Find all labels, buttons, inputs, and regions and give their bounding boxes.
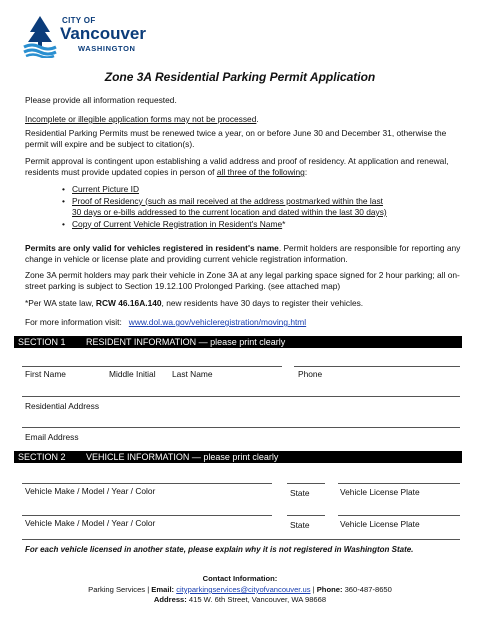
zone-paragraph: Zone 3A permit holders may park their vehicle in Zone 3A at any legal parking space signed for 2 hour parking; all on-street parking is subject to Section 19.12.100 Prolonged Parking. (see attached map) (25, 270, 460, 291)
address-field-line[interactable] (22, 382, 460, 397)
contact-line: Parking Services | Email: cityparkingservices@cityofvancouver.us | Phone: 360-487-8650 (88, 585, 392, 594)
logo-city-of: CITY OF (62, 16, 96, 25)
renewal-paragraph: Residential Parking Permits must be renewed twice a year, on or before June 30 and December 31, otherwise the permit will expire and be subject to citation(s). (25, 128, 447, 149)
first-name-label: First Name (25, 369, 66, 379)
list-item: • Current Picture ID (62, 184, 462, 196)
state-2-field-line[interactable] (287, 501, 325, 516)
vehicle-2-label: Vehicle Make / Model / Year / Color (25, 518, 156, 528)
list-item: • Copy of Current Vehicle Registration in Resident's Name* (62, 219, 462, 231)
vehicle-2-field-line[interactable] (22, 501, 272, 516)
validity-paragraph: Permits are only valid for vehicles registered in resident's name. Permit holders are responsible for reporting any change in vehicle or license plate and providing current vehicle registration information. (25, 243, 461, 264)
plate-1-field-line[interactable] (338, 469, 460, 484)
plate-2-label: Vehicle License Plate (340, 519, 420, 529)
last-name-label: Last Name (172, 369, 213, 379)
tree-logo-icon (22, 14, 58, 58)
list-item-continuation: 30 days or e-bills addressed to the current location and dated within the last 30 days) (72, 207, 387, 217)
state-1-label: State (290, 488, 310, 498)
city-logo (22, 14, 182, 58)
out-of-state-note: For each vehicle licensed in another state, please explain why it is not registered in Washington State. (25, 545, 414, 554)
section-2-header: SECTION 2 VEHICLE INFORMATION — please print clearly (14, 451, 462, 463)
phone-field-line[interactable] (294, 350, 460, 367)
email-label: Email Address (25, 432, 79, 442)
address-label: Residential Address (25, 401, 100, 411)
phone-label: Phone (298, 369, 323, 379)
intro-line-2: Incomplete or illegible application forms may not be processed. (25, 114, 259, 124)
middle-initial-label: Middle Initial (109, 369, 156, 379)
state-law-note: *Per WA state law, RCW 46.16A.140, new residents have 30 days to register their vehicles. (25, 298, 364, 308)
section-1-header: SECTION 1 RESIDENT INFORMATION — please print clearly (14, 336, 462, 348)
intro-line-1: Please provide all information requested. (25, 95, 177, 105)
email-field-line[interactable] (22, 413, 460, 428)
dol-link[interactable]: www.dol.wa.gov/vehicleregistration/moving.html (128, 317, 307, 327)
requirements-list (62, 184, 462, 230)
list-item: • Proof of Residency (such as mail received at the address postmarked within the last (62, 196, 462, 208)
email-link[interactable]: cityparkingservices@cityofvancouver.us (176, 585, 311, 594)
approval-paragraph: Permit approval is contingent upon establishing a valid address and proof of residency. At application and renewal, residents must provide updated copies in person of all three of the following: (25, 156, 449, 177)
vehicle-1-label: Vehicle Make / Model / Year / Color (25, 486, 156, 496)
logo-city-name: Vancouver (60, 24, 146, 43)
vehicle-1-field-line[interactable] (22, 469, 272, 484)
address-line: Address: 415 W. 6th Street, Vancouver, WA 98668 (153, 595, 327, 604)
incomplete-warning: Incomplete or illegible application forms may not be processed (25, 114, 257, 124)
name-field-line[interactable] (22, 350, 282, 367)
more-info: For more information visit: www.dol.wa.gov/vehicleregistration/moving.html (25, 317, 307, 327)
logo-state: WASHINGTON (78, 44, 136, 53)
state-2-label: State (290, 520, 310, 530)
contact-heading: Contact Information: (202, 574, 278, 583)
plate-2-field-line[interactable] (338, 501, 460, 516)
page-title: Zone 3A Residential Parking Permit Application (104, 70, 376, 84)
plate-1-label: Vehicle License Plate (340, 487, 420, 497)
out-of-state-divider (22, 538, 460, 540)
state-1-field-line[interactable] (287, 469, 325, 484)
